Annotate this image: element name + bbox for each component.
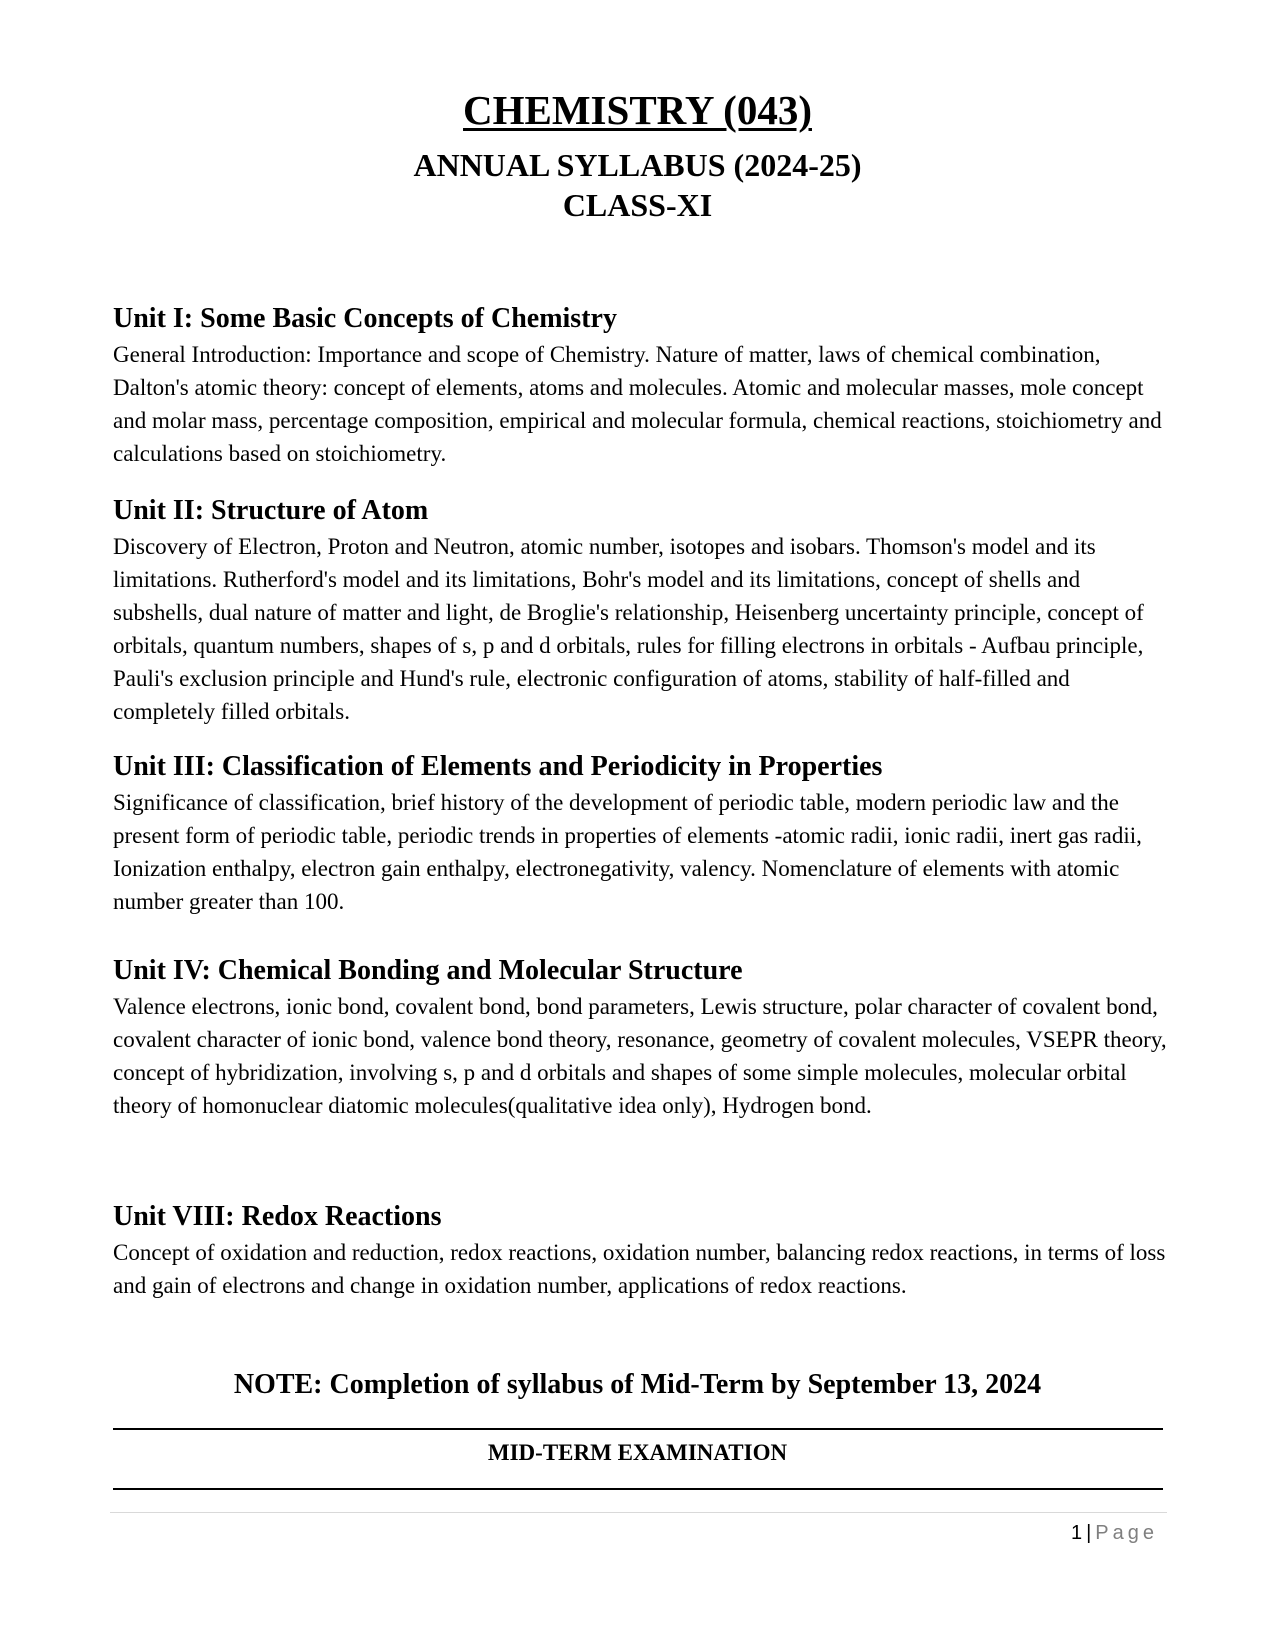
unit-heading: Unit II: Structure of Atom — [113, 495, 429, 526]
unit-heading: Unit I: Some Basic Concepts of Chemistry — [113, 303, 617, 334]
unit-section — [113, 1200, 1173, 1302]
unit-body: Significance of classification, brief history of the development of periodic table, modern periodic law and the present form of periodic table, periodic trends in properties of elements -atomic radii, ionic radii, inert gas radii, Ionization enthalpy, electron gain enthalpy, electronegativity, valency. Nomenclature of elements with atomic number greater than 100. — [113, 790, 1142, 914]
document-subtitle: ANNUAL SYLLABUS (2024-25) — [413, 147, 862, 183]
unit-heading: Unit VIII: Redox Reactions — [113, 1201, 442, 1232]
unit-section — [113, 750, 1173, 918]
unit-section — [113, 302, 1173, 470]
class-label: CLASS-XI — [562, 187, 713, 223]
unit-heading: Unit III: Classification of Elements and Periodicity in Properties — [113, 751, 883, 782]
document-title: CHEMISTRY (043) — [463, 87, 812, 133]
section-label: MID-TERM EXAMINATION — [487, 1440, 788, 1465]
unit-section — [113, 954, 1173, 1122]
footer-divider — [110, 1512, 1167, 1513]
divider-top — [113, 1428, 1163, 1430]
unit-body: General Introduction: Importance and scope of Chemistry. Nature of matter, laws of chemical combination, Dalton's atomic theory: concept of elements, atoms and molecules. Atomic and molecular masses, mole concept and molar mass, percentage composition, empirical and molecular formula, chemical reactions, stoichiometry and calculations based on stoichiometry. — [113, 342, 1162, 466]
footer-separator: | — [1086, 1522, 1092, 1544]
page-label: Page — [1095, 1522, 1158, 1544]
page-number: 1 — [1070, 1522, 1083, 1544]
divider-bottom — [113, 1488, 1163, 1490]
page-footer — [1071, 1520, 1158, 1546]
unit-body: Concept of oxidation and reduction, redox reactions, oxidation number, balancing redox reactions, in terms of loss and gain of electrons and change in oxidation number, applications of redox reactions. — [113, 1240, 1166, 1298]
unit-section — [113, 494, 1173, 728]
unit-heading: Unit IV: Chemical Bonding and Molecular Structure — [113, 955, 743, 986]
unit-body: Discovery of Electron, Proton and Neutron, atomic number, isotopes and isobars. Thomson's model and its limitations. Rutherford's model and its limitations, Bohr's model and its limitations, concept of shells and subshells, dual nature of matter and light, de Broglie's relationship, Heisenberg uncertainty principle, concept of orbitals, quantum numbers, shapes of s, p and d orbitals, rules for filling electrons in orbitals - Aufbau principle, Pauli's exclusion principle and Hund's rule, electronic configuration of atoms, stability of half-filled and completely filled orbitals. — [113, 534, 1144, 724]
completion-note: NOTE: Completion of syllabus of Mid-Term by September 13, 2024 — [233, 1369, 1042, 1400]
unit-body: Valence electrons, ionic bond, covalent bond, bond parameters, Lewis structure, polar character of covalent bond, covalent character of ionic bond, valence bond theory, resonance, geometry of covalent molecules, VSEPR theory, concept of hybridization, involving s, p and d orbitals and shapes of some simple molecules, molecular orbital theory of homonuclear diatomic molecules(qualitative idea only), Hydrogen bond. — [113, 994, 1167, 1118]
